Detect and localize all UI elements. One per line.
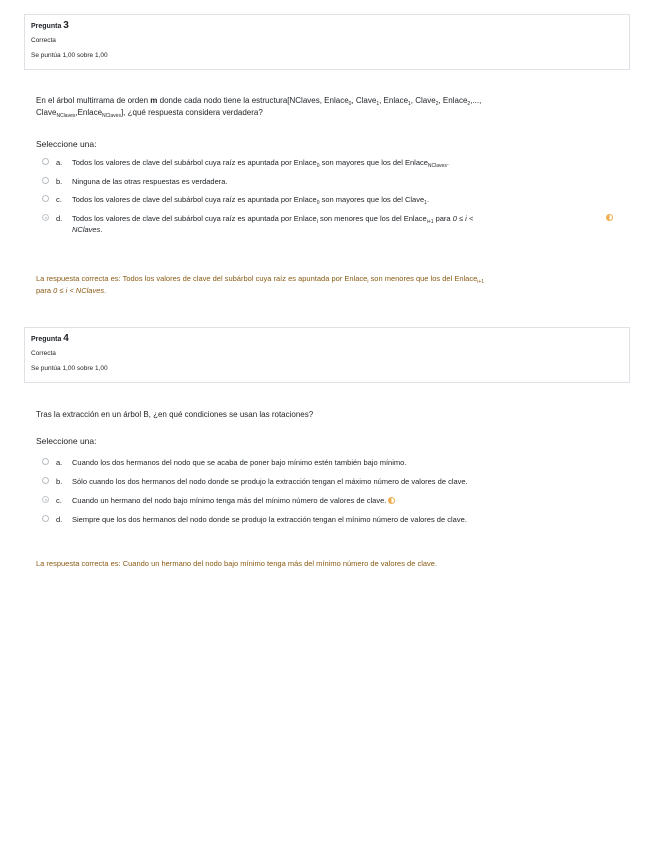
question-4-feedback: La respuesta correcta es: Cuando un hermano del nodo bajo mínimo tenga más del mínimo número de valores de clave. bbox=[36, 559, 438, 568]
question-3-text: En el árbol multirrama de orden m donde cada nodo tiene la estructura[NClaves, Enlace$_0$, Clave$_1$, Enlace$_1$, Clave$_2$, Enlace$_2$,..., Clave$_{NClaves}$,Enlace$_{NClaves}$], ¿qué respuesta considera verdadera? bbox=[36, 96, 482, 119]
radio-icon[interactable] bbox=[42, 195, 49, 202]
q4-answer-b[interactable]: b. Sólo cuando los dos hermanos del nodo donde se produjo la extracción tengan el máximo número de valores de clave. bbox=[42, 476, 617, 488]
question-4-number bbox=[31, 334, 623, 345]
radio-icon[interactable] bbox=[42, 458, 49, 465]
question-label: Pregunta bbox=[31, 23, 62, 30]
question-4-text: Tras la extracción en un árbol B, ¿en qué condiciones se usan las rotaciones? bbox=[36, 410, 314, 419]
half-circle-icon bbox=[388, 497, 395, 504]
question-3-state: Correcta bbox=[31, 37, 56, 44]
half-circle-icon bbox=[606, 214, 613, 221]
question-4-info bbox=[24, 327, 630, 383]
radio-icon[interactable] bbox=[42, 177, 49, 184]
q3-answer-a[interactable]: a. Todos los valores de clave del subárbol cuya raíz es apuntada por Enlace$_0$ son mayores que los del Enlace$_{NClaves}$. bbox=[42, 157, 617, 169]
question-number: 4 bbox=[63, 333, 69, 344]
radio-icon[interactable] bbox=[42, 214, 49, 221]
q4-answer-c[interactable]: c. Cuando un hermano del nodo bajo mínimo tenga más del mínimo número de valores de clave. bbox=[42, 495, 617, 507]
q4-answer-d[interactable]: d. Siempre que los dos hermanos del nodo donde se produjo la extracción tengan el mínimo número de valores de clave. bbox=[42, 514, 617, 526]
question-4-prompt: Seleccione una: bbox=[36, 436, 97, 446]
question-4-grade: Se puntúa 1,00 sobre 1,00 bbox=[31, 365, 108, 372]
question-4-state: Correcta bbox=[31, 350, 56, 357]
radio-icon[interactable] bbox=[42, 158, 49, 165]
radio-icon[interactable] bbox=[42, 496, 49, 503]
radio-icon[interactable] bbox=[42, 515, 49, 522]
radio-icon[interactable] bbox=[42, 477, 49, 484]
question-3-grade: Se puntúa 1,00 sobre 1,00 bbox=[31, 52, 108, 59]
question-3-number bbox=[31, 21, 623, 32]
question-3-prompt: Seleccione una: bbox=[36, 139, 97, 149]
q3-answer-c[interactable]: c. Todos los valores de clave del subárbol cuya raíz es apuntada por Enlace$_0$ son mayores que los del Clave$_1$. bbox=[42, 194, 617, 206]
question-number: 3 bbox=[63, 20, 69, 31]
question-3-feedback: La respuesta correcta es: Todos los valores de clave del subárbol cuya raíz es apuntada por Enlace$_i$ son menores que los del Enlace$_{i+1}$ para 0 ≤ i < NClaves. bbox=[36, 274, 485, 295]
q4-answer-a[interactable]: a. Cuando los dos hermanos del nodo que se acaba de poner bajo mínimo estén también bajo mínimo. bbox=[42, 457, 617, 469]
q3-answer-d[interactable]: d. Todos los valores de clave del subárbol cuya raíz es apuntada por Enlace$_i$ son menores que los del Enlace$_{i+1}$ para 0 ≤ i < NClaves. bbox=[42, 213, 617, 239]
q3-answer-b[interactable]: b. Ninguna de las otras respuestas es verdadera. bbox=[42, 176, 617, 188]
question-3-info bbox=[24, 14, 630, 70]
question-label: Pregunta bbox=[31, 336, 62, 343]
